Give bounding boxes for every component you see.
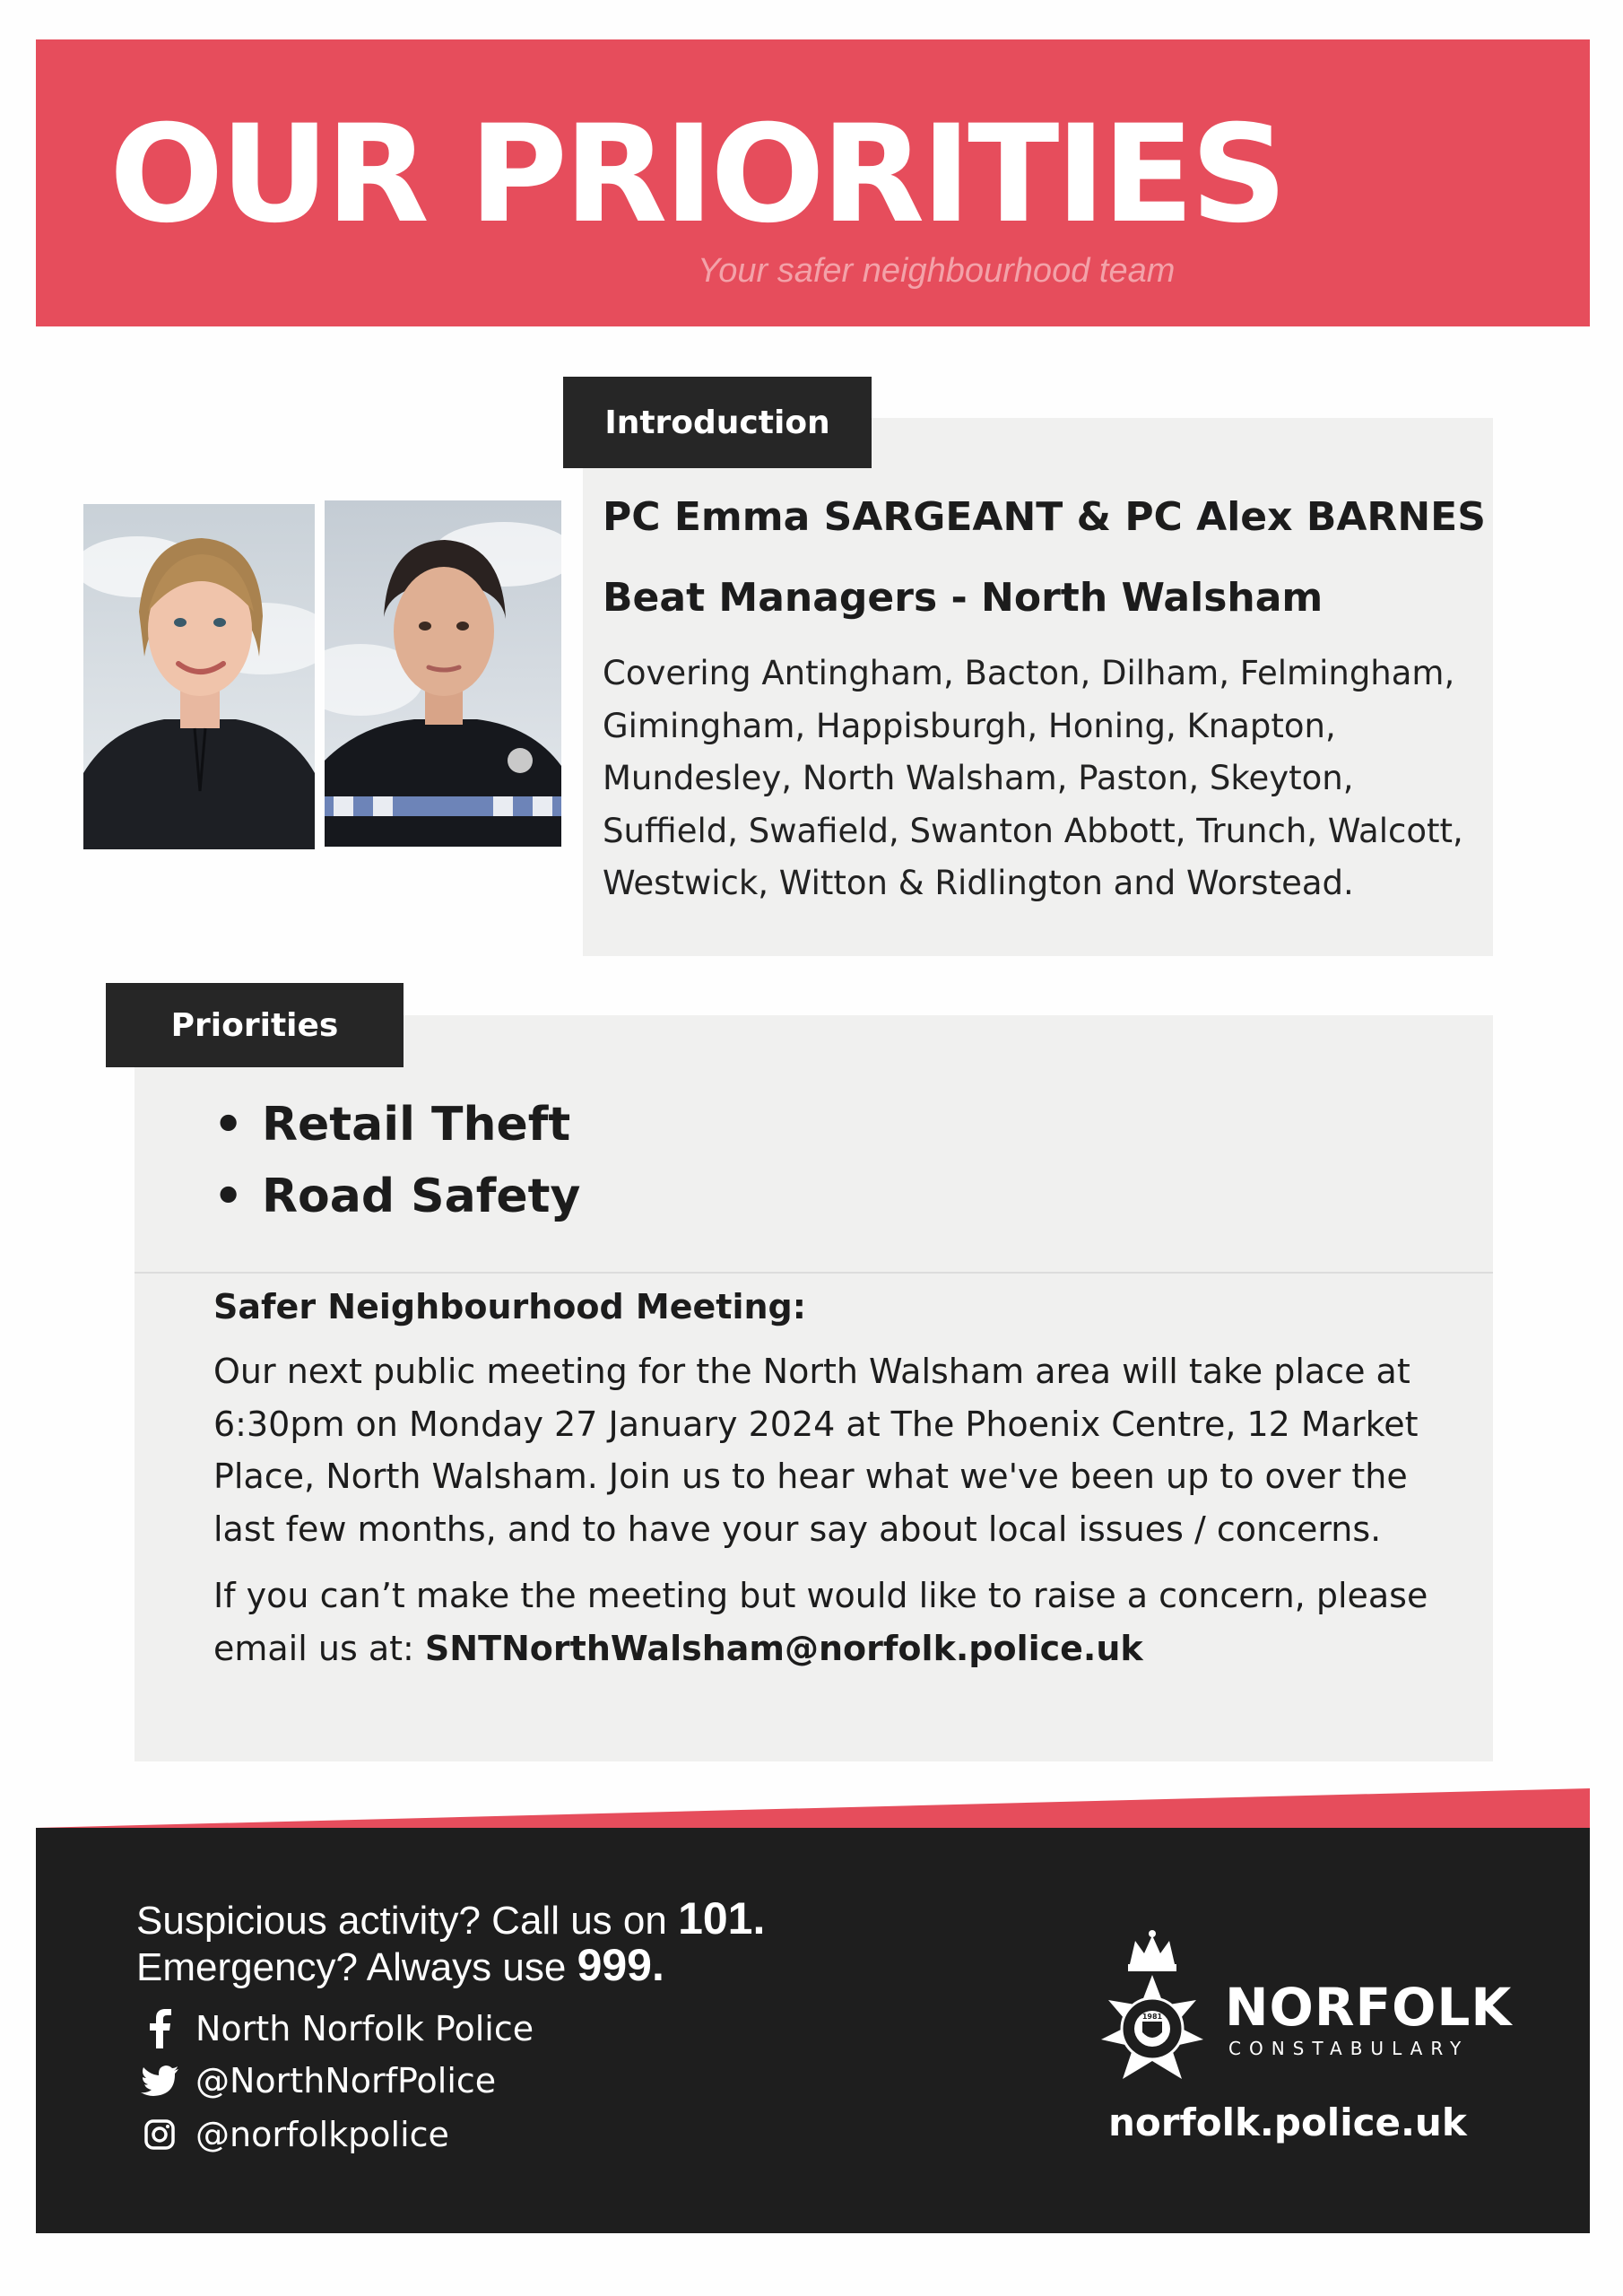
- page-title: OUR PRIORITIES: [109, 97, 1284, 253]
- officer-photo-2: [325, 500, 561, 847]
- norfolk-constabulary-crest: [1085, 1928, 1219, 2103]
- facebook-label: North Norfolk Police: [195, 2009, 534, 2048]
- bullet-icon: •: [213, 1170, 244, 1223]
- facebook-link[interactable]: [135, 2007, 534, 2050]
- emergency-line: [136, 1941, 664, 1992]
- officer-role: Beat Managers - North Walsham: [603, 575, 1324, 621]
- twitter-icon: [135, 2066, 185, 2096]
- page-subtitle: Your safer neighbourhood team: [698, 252, 1176, 290]
- meeting-heading: Safer Neighbourhood Meeting:: [213, 1287, 806, 1326]
- concern-text: [213, 1570, 1469, 1674]
- crest-year: 1981: [1141, 2013, 1163, 2021]
- facebook-icon: [135, 2009, 185, 2048]
- priority-item: [213, 1168, 580, 1225]
- panel-divider: [135, 1272, 1493, 1274]
- instagram-label: @norfolkpolice: [195, 2115, 449, 2154]
- instagram-link[interactable]: [135, 2113, 449, 2156]
- priority-label: Retail Theft: [262, 1098, 571, 1152]
- brand-subtitle: CONSTABULARY: [1228, 2038, 1470, 2059]
- bullet-icon: •: [213, 1098, 244, 1152]
- priority-item: [213, 1096, 570, 1153]
- emergency-number[interactable]: 999.: [577, 1940, 664, 1990]
- officer-names: PC Emma SARGEANT & PC Alex BARNES: [603, 494, 1486, 540]
- call-text: Suspicious activity? Call us on: [136, 1899, 679, 1943]
- twitter-label: @NorthNorfPolice: [195, 2061, 497, 2100]
- footer-accent-stripe: [36, 1788, 1590, 1828]
- brand-name: NORFOLK: [1225, 1977, 1513, 2038]
- call-number[interactable]: 101.: [678, 1893, 766, 1944]
- concern-prompt: If you can’t make the meeting but would like to raise a concern, please email us at:: [213, 1576, 1428, 1668]
- emergency-text: Emergency? Always use: [136, 1945, 577, 1989]
- priorities-tab: Priorities: [106, 983, 404, 1067]
- officer-photo-1: [83, 504, 315, 849]
- priority-label: Road Safety: [262, 1170, 581, 1223]
- meeting-details: Our next public meeting for the North Walsham area will take place at 6:30pm on Monday 27 January 2024 at The Phoenix Centre, 12 Market Place, North Walsham. Join us to hear what we've been up to over the last few months, and to have your say about local issues / concerns.: [213, 1352, 1419, 1549]
- instagram-icon: [135, 2118, 185, 2151]
- introduction-tab: Introduction: [563, 377, 872, 468]
- website-link[interactable]: norfolk.police.uk: [1108, 2100, 1467, 2144]
- call-line: [136, 1894, 765, 1945]
- twitter-link[interactable]: [135, 2059, 496, 2102]
- email-link[interactable]: SNTNorthWalsham@norfolk.police.uk: [424, 1628, 1143, 1668]
- coverage-text: Covering Antingham, Bacton, Dilham, Felmingham, Gimingham, Happisburgh, Honing, Knapton, Mundesley, North Walsham, Paston, Skeyton, Suffield, Swafield, Swanton Abbott, Trunch, Walcott, Westwick, Witton & Ridlington and Worstead.: [603, 654, 1463, 902]
